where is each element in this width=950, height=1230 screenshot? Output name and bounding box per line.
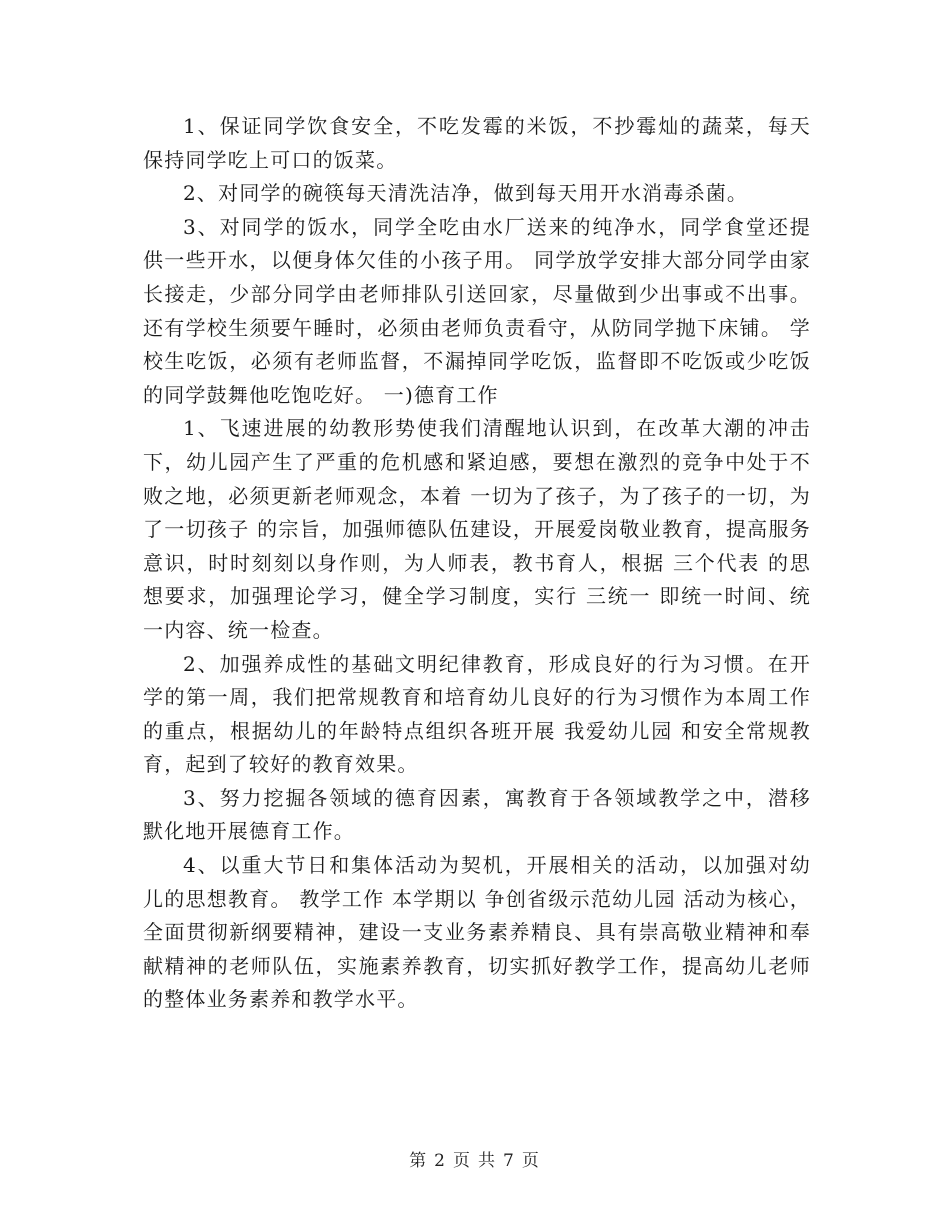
footer-page-unit: 页	[453, 1151, 472, 1171]
paragraph-7: 4、以重大节日和集体活动为契机，开展相关的活动，以加强对幼儿的思想教育。 教学工作 本学期以 争创省级示范幼儿园 活动为核心，全面贯彻新纲要精神，建设一支业务素养精良、具有崇高敬业精神和奉献精神的老师队伍，实施素养教育，切实抓好教学工作，提高幼儿老师的整体业务素养和教学水平。	[143, 853, 811, 1012]
footer-total-prefix: 共	[478, 1151, 497, 1171]
paragraph-4: 1、飞速进展的幼教形势使我们清醒地认识到，在改革大潮的冲击下，幼儿园产生了严重的危机感和紧迫感，要想在激烈的竞争中处于不败之地，必须更新老师观念，本着 一切为了孩子，为了孩子的一切，为了一切孩子 的宗旨，加强师德队伍建设，开展爱岗敬业教育，提高服务意识，时时刻刻以身作则，为人师表，教书育人，根据 三个代表 的思想要求，加强理论学习，健全学习制度，实行 三统一 即统一时间、统一内容、统一检查。	[143, 416, 811, 642]
paragraph-1: 1、保证同学饮食安全，不吃发霉的米饭，不抄霉灿的蔬菜，每天保持同学吃上可口的饭菜。	[143, 114, 811, 172]
document-body	[143, 110, 811, 1017]
page-footer	[0, 1146, 950, 1171]
paragraph-2: 2、对同学的碗筷每天清洗洁净，做到每天用开水消毒杀菌。	[183, 181, 749, 206]
paragraph-3: 3、对同学的饭水，同学全吃由水厂送来的纯净水，同学食堂还提供一些开水，以便身体欠佳的小孩子用。 同学放学安排大部分同学由家长接走，少部分同学由老师排队引送回家，尽量做到少出事或不出事。 还有学校生须要午睡时，必须由老师负责看守，从防同学抛下床铺。 学校生吃饭，必须有老师监督，不漏掉同学吃饭，监督即不吃饭或少吃饭的同学鼓舞他吃饱吃好。 一)德育工作	[143, 214, 811, 407]
footer-total-unit: 页	[521, 1151, 541, 1171]
footer-page-number: 2	[434, 1151, 447, 1171]
footer-total-pages: 7	[503, 1151, 516, 1171]
paragraph-5: 2、加强养成性的基础文明纪律教育，形成良好的行为习惯。在开学的第一周，我们把常规教育和培育幼儿良好的行为习惯作为本周工作的重点，根据幼儿的年龄特点组织各班开展 我爱幼儿园 和安全常规教育，起到了较好的教育效果。	[143, 651, 811, 777]
footer-prefix: 第	[409, 1151, 429, 1171]
paragraph-6: 3、努力挖掘各领域的德育因素，寓教育于各领域教学之中，潜移默化地开展德育工作。	[143, 785, 811, 844]
